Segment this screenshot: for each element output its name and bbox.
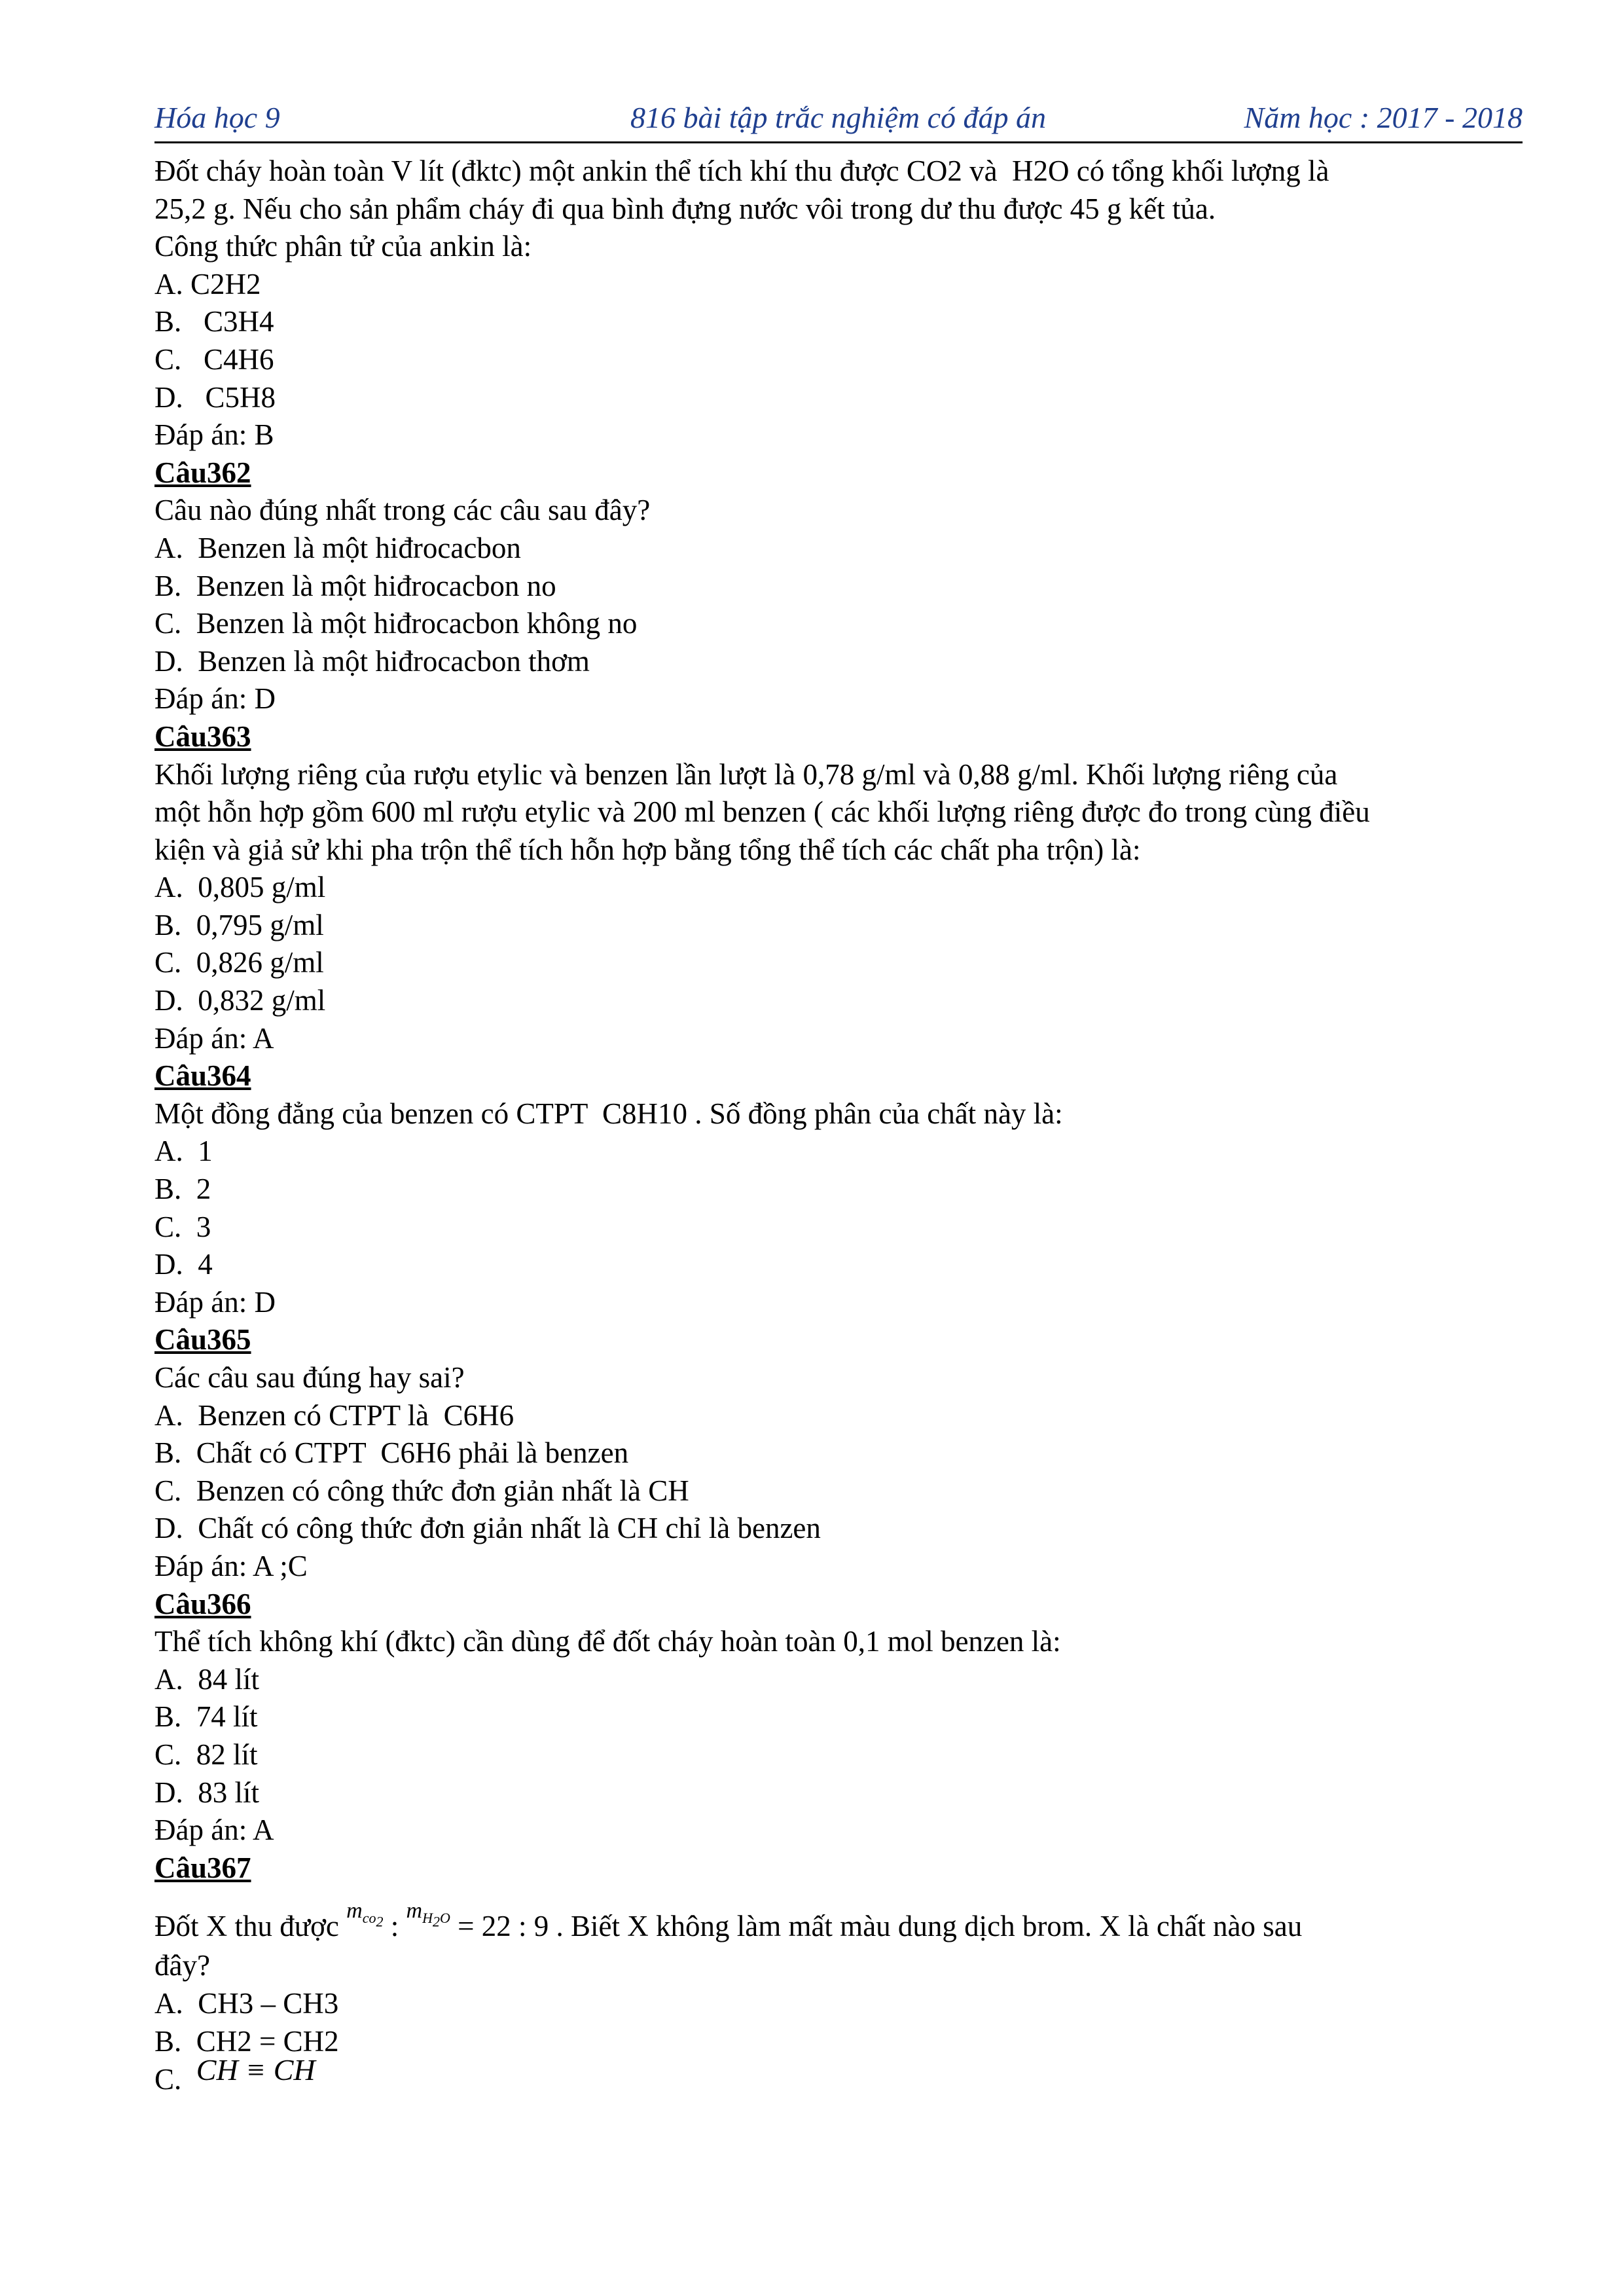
answer-option: A. 1 xyxy=(154,1135,213,1168)
answer-option-c xyxy=(154,2053,1509,2098)
question-title: Câu365 xyxy=(154,1323,251,1357)
question-stem-line: Thể tích không khí (đktc) cần dùng để đốt cháy hoàn toàn 0,1 mol benzen là: xyxy=(154,1625,1061,1658)
answer-option: A. CH3 – CH3 xyxy=(154,1986,339,2020)
option-c-label: C. xyxy=(154,2063,196,2096)
answer-option: D. 83 lít xyxy=(154,1776,260,1809)
question-stem-line: kiện và giả sử khi pha trộn thể tích hỗn hợp bằng tổng thể tích các chất pha trộn) là: xyxy=(154,833,1141,866)
question-stem-line: Đốt cháy hoàn toàn V lít (đktc) một ankin thể tích khí thu được CO2 và H2O có tổng khối lượng là xyxy=(154,155,1329,187)
answer-option: D. Chất có công thức đơn giản nhất là CH chỉ là benzen xyxy=(154,1512,821,1545)
question-title: Câu367 xyxy=(154,1851,251,1884)
answer-option: A. Benzen là một hiđrocacbon xyxy=(154,531,521,564)
question-title: Câu364 xyxy=(154,1059,251,1093)
question-stem-line: Các câu sau đúng hay sai? xyxy=(154,1361,465,1394)
answer-option: A. 84 lít xyxy=(154,1662,260,1696)
question-title: Câu362 xyxy=(154,456,251,489)
question-block-362 xyxy=(154,454,1509,718)
answer-option: A. 0,805 g/ml xyxy=(154,871,326,904)
answer-option: C. Benzen có công thức đơn giản nhất là CH xyxy=(154,1474,689,1507)
header-subject: Hóa học 9 xyxy=(154,101,280,134)
answer-option: C. 82 lít xyxy=(154,1738,258,1771)
header-title: 816 bài tập trắc nghiệm có đáp án xyxy=(630,101,1046,134)
answer-key: Đáp án: B xyxy=(154,418,274,452)
answer-key: Đáp án: D xyxy=(154,682,276,716)
answer-option: D. Benzen là một hiđrocacbon thơm xyxy=(154,644,590,678)
answer-key: Đáp án: A xyxy=(154,1021,274,1055)
question-block-363 xyxy=(154,718,1509,1057)
answer-option: C. 3 xyxy=(154,1210,211,1243)
document-body xyxy=(154,153,1509,2098)
answer-option: D. C5H8 xyxy=(154,380,276,414)
question-block-367 xyxy=(154,1850,1509,2098)
answer-option: B. Chất có CTPT C6H6 phải là benzen xyxy=(154,1436,629,1470)
stem-prefix: Đốt X thu được xyxy=(154,1910,347,1943)
question-stem-line: 25,2 g. Nếu cho sản phẩm cháy đi qua bình đựng nước vôi trong dư thu được 45 g kết tủa. xyxy=(154,192,1216,225)
answer-option: B. 74 lít xyxy=(154,1700,258,1734)
answer-option: A. Benzen có CTPT là C6H6 xyxy=(154,1398,514,1432)
answer-option: B. CH2 = CH2 xyxy=(154,2024,339,2058)
answer-option: C. 0,826 g/ml xyxy=(154,946,324,979)
answer-option: D. 4 xyxy=(154,1248,213,1281)
question-stem-line: Một đồng đẳng của benzen có CTPT C8H10 . Số đồng phân của chất này là: xyxy=(154,1097,1063,1130)
question-block-365 xyxy=(154,1321,1509,1585)
question-stem-line: đây? xyxy=(154,1949,210,1982)
page-header xyxy=(154,97,1523,143)
option-c-formula: CH ≡ CH xyxy=(196,2053,316,2087)
question-stem-line: Khối lượng riêng của rượu etylic và benzen lần lượt là 0,78 g/ml và 0,88 g/ml. Khối lượng riêng của xyxy=(154,757,1338,791)
answer-option: D. 0,832 g/ml xyxy=(154,984,326,1017)
question-block-366 xyxy=(154,1586,1509,1850)
answer-option: C. C4H6 xyxy=(154,342,274,376)
question-stem-line: Công thức phân tử của ankin là: xyxy=(154,230,532,263)
question-stem-line xyxy=(154,1887,1509,1947)
answer-option: C. Benzen là một hiđrocacbon không no xyxy=(154,607,638,640)
question-stem-line: Câu nào đúng nhất trong các câu sau đây? xyxy=(154,494,651,527)
question-stem-line: một hỗn hợp gồm 600 ml rượu etylic và 200 ml benzen ( các khối lượng riêng được đo trong cùng điều xyxy=(154,795,1370,829)
answer-key: Đáp án: D xyxy=(154,1285,276,1319)
answer-option: B. 2 xyxy=(154,1173,211,1206)
answer-key: Đáp án: A ;C xyxy=(154,1549,308,1582)
answer-option: B. Benzen là một hiđrocacbon no xyxy=(154,569,556,602)
header-school-year: Năm học : 2017 - 2018 xyxy=(1244,101,1523,134)
answer-option: B. 0,795 g/ml xyxy=(154,908,324,941)
question-title: Câu366 xyxy=(154,1587,251,1620)
mass-co2-formula: mco2 xyxy=(346,1899,384,1930)
stem-suffix: = 22 : 9 . Biết X không làm mất màu dung dịch brom. X là chất nào sau xyxy=(450,1910,1303,1943)
answer-option: A. C2H2 xyxy=(154,267,261,301)
question-block-intro xyxy=(154,153,1509,454)
question-title: Câu363 xyxy=(154,720,251,753)
question-block-364 xyxy=(154,1057,1509,1321)
answer-option: B. C3H4 xyxy=(154,305,274,338)
answer-key: Đáp án: A xyxy=(154,1813,274,1847)
ratio-colon: : xyxy=(383,1910,406,1943)
mass-h2o-formula: mH2O xyxy=(406,1899,450,1930)
